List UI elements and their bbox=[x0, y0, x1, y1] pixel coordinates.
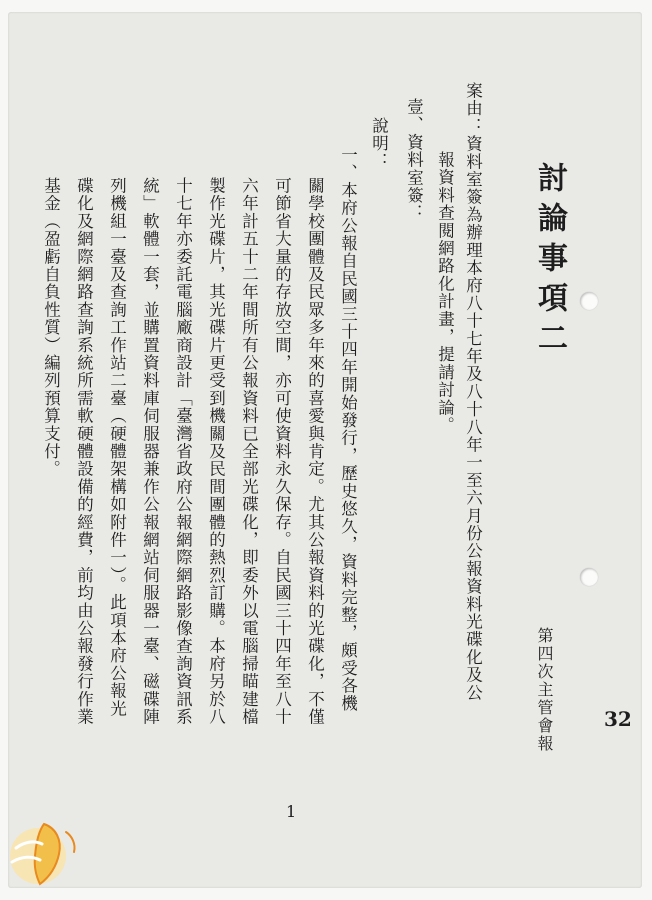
body-line: 十七年亦委託電腦廠商設計「臺灣省政府公報網際網路影像查詢資訊系 bbox=[173, 177, 193, 726]
body-line: 碟化及網際網路查詢系統所需軟硬體設備的經費，前均由公報發行作業 bbox=[74, 177, 94, 726]
taiwan-map-logo-icon bbox=[4, 818, 86, 888]
meeting-label: 第四次主管會報 bbox=[535, 627, 554, 753]
body-line: 一、本府公報自民國三十四年開始發行，歷史悠久，資料完整，頗受各機 bbox=[338, 146, 358, 713]
explanation-label: 說明： bbox=[369, 117, 389, 171]
body-line: 基金（盈虧自負性質）編列預算支付。 bbox=[41, 177, 61, 478]
case-header: 案由：資料室簽為辦理本府八十七年及八十八年一至六月份公報資料光碟化及公 bbox=[463, 82, 483, 702]
body-line: 可節省大量的存放空間，亦可使資料永久保存。自民國三十四年至八十 bbox=[272, 177, 292, 726]
body-line: 製作光碟片，其光碟片更受到機關及民間團體的熱烈訂購。本府另於八 bbox=[206, 177, 226, 726]
body-line: 列機組一臺及查詢工作站二臺（硬體架構如附件一）。此項本府公報光 bbox=[107, 177, 127, 718]
case-continuation: 報資料查閱網路化計畫，提請討論。 bbox=[435, 151, 455, 435]
footer-number: 1 bbox=[286, 802, 297, 821]
page-number: 32 bbox=[604, 707, 632, 731]
body-line: 六年計五十二年間所有公報資料已全部光碟化，即委外以電腦掃瞄建檔 bbox=[239, 177, 259, 726]
document-page bbox=[8, 12, 642, 888]
punch-hole bbox=[580, 292, 598, 310]
punch-hole bbox=[580, 568, 598, 586]
body-line: 關學校團體及民眾多年來的喜愛與肯定。尤其公報資料的光碟化，不僅 bbox=[305, 177, 325, 726]
document-title: 討論事項二 bbox=[532, 162, 567, 362]
section-heading: 壹、資料室簽： bbox=[404, 98, 424, 222]
body-line: 統」軟體一套，並購置資料庫伺服器兼作公報網站伺服器一臺、磁碟陣 bbox=[140, 177, 160, 726]
